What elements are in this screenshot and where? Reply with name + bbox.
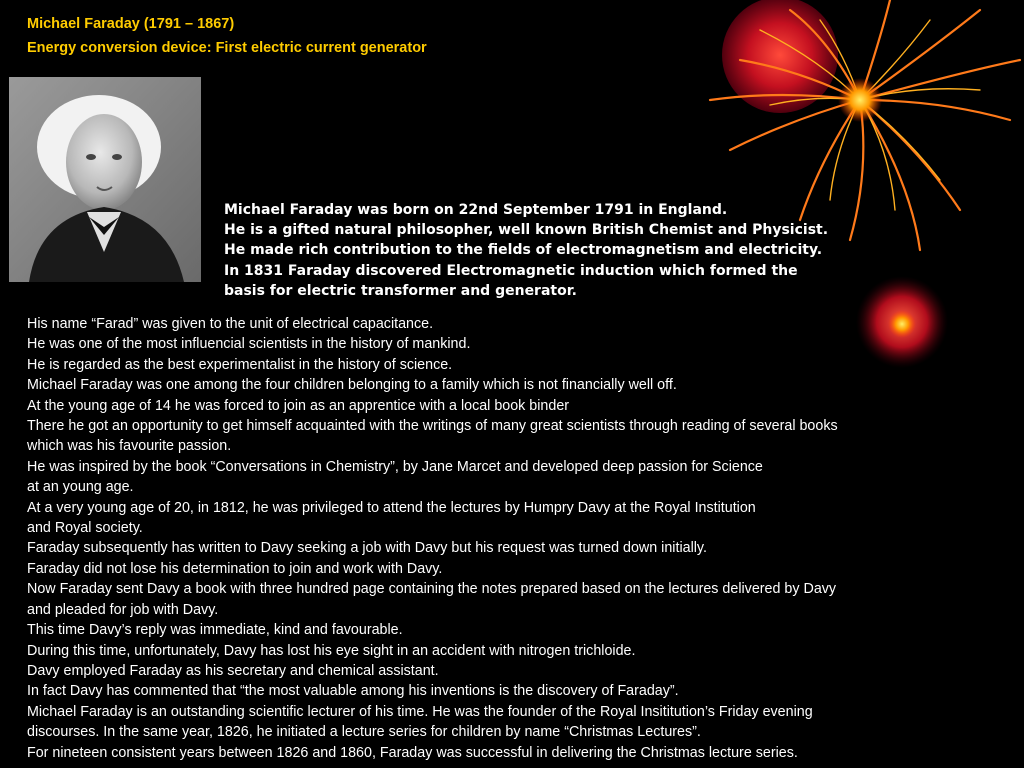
body-line: In fact Davy has commented that “the most valuable among his inventions is the discovery of Faraday”. bbox=[27, 683, 679, 700]
summary-line: He is a gifted natural philosopher, well known British Chemist and Physicist. bbox=[224, 222, 829, 239]
body-line: and pleaded for job with Davy. bbox=[27, 601, 219, 618]
body-line: Michael Faraday was one among the four children belonging to a family which is not financially well off. bbox=[27, 377, 677, 394]
body-line: This time Davy’s reply was immediate, kind and favourable. bbox=[27, 622, 403, 639]
faraday-portrait-image bbox=[9, 77, 201, 282]
body-line: He is regarded as the best experimentalist in the history of science. bbox=[27, 356, 453, 373]
summary-line: Michael Faraday was born on 22nd September 1791 in England. bbox=[224, 202, 728, 218]
body-line: For nineteen consistent years between 1826 and 1860, Faraday was successful in delivering the Christmas lecture series. bbox=[27, 744, 798, 761]
body-line: During this time, unfortunately, Davy has lost his eye sight in an accident with nitrogen trichloide. bbox=[27, 642, 636, 659]
biography-text bbox=[27, 314, 1017, 763]
body-line: He was inspired by the book “Conversations in Chemistry”, by Jane Marcet and developed deep passion for Science bbox=[27, 458, 763, 475]
body-line: discourses. In the same year, 1826, he initiated a lecture series for children by name “Christmas Lectures”. bbox=[27, 724, 701, 741]
body-line: at an young age. bbox=[27, 479, 134, 496]
title-line-1: Michael Faraday (1791 – 1867) bbox=[27, 16, 235, 32]
body-line: and Royal society. bbox=[27, 520, 143, 537]
body-line: Davy employed Faraday as his secretary and chemical assistant. bbox=[27, 662, 439, 679]
body-line: which was his favourite passion. bbox=[27, 438, 232, 455]
summary-line: In 1831 Faraday discovered Electromagnetic induction which formed the bbox=[224, 262, 798, 279]
body-line: His name “Farad” was given to the unit of electrical capacitance. bbox=[27, 316, 434, 332]
body-line: There he got an opportunity to get himself acquainted with the writings of many great scientists through reading of several books bbox=[27, 418, 838, 435]
body-line: At the young age of 14 he was forced to join as an apprentice with a local book binder bbox=[27, 397, 570, 414]
body-line: Michael Faraday is an outstanding scientific lecturer of his time. He was the founder of the Royal Insititution’s Friday evening bbox=[27, 703, 813, 720]
body-line: He was one of the most influencial scientists in the history of mankind. bbox=[27, 336, 471, 353]
summary-line: He made rich contribution to the fields of electromagnetism and electricity. bbox=[224, 242, 823, 259]
summary-line: basis for electric transformer and generator. bbox=[224, 282, 577, 299]
body-line: Faraday subsequently has written to Davy seeking a job with Davy but his request was turned down initially. bbox=[27, 540, 707, 557]
summary-text bbox=[224, 200, 828, 301]
body-line: At a very young age of 20, in 1812, he was privileged to attend the lectures by Humpry Davy at the Royal Institution bbox=[27, 499, 756, 516]
body-line: Now Faraday sent Davy a book with three hundred page containing the notes prepared based on the lectures delivered by Davy bbox=[27, 581, 837, 598]
body-line: Faraday did not lose his determination to join and work with Davy. bbox=[27, 560, 443, 577]
title-line-2: Energy conversion device: First electric current generator bbox=[27, 40, 427, 56]
